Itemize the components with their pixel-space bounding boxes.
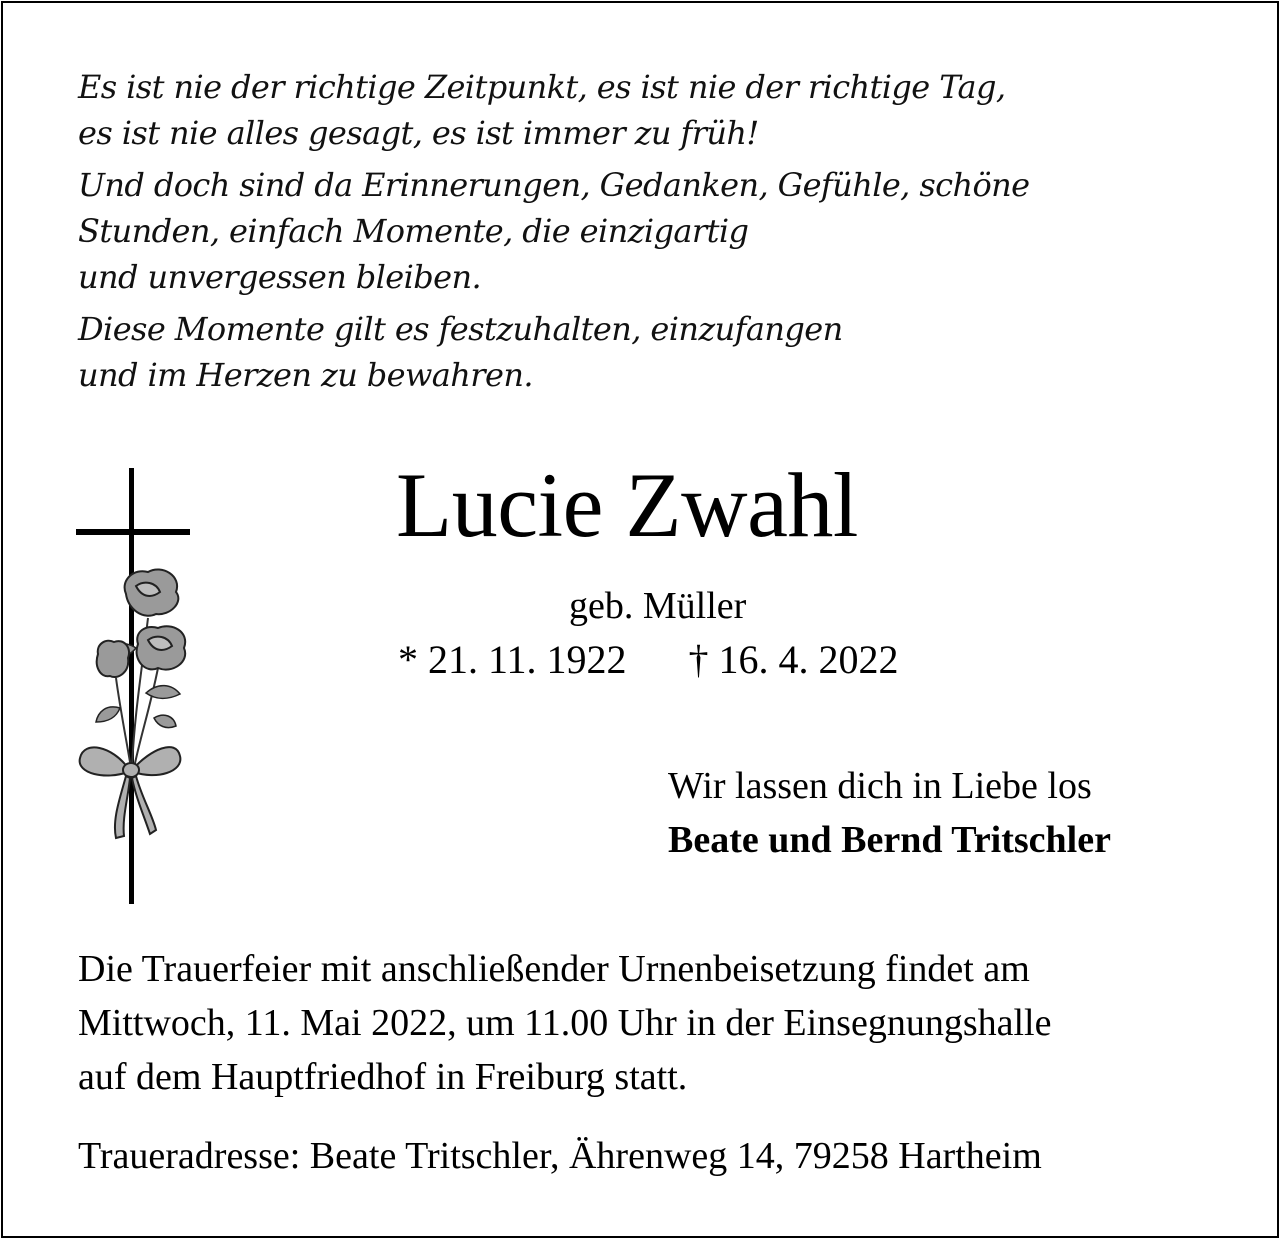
poem-line: Und doch sind da Erinnerungen, Gedanken, Gefühle, schöne bbox=[78, 166, 1030, 204]
funeral-line: Die Trauerfeier mit anschließender Urnenbeisetzung findet am bbox=[78, 948, 1030, 990]
poem-line: Es ist nie der richtige Zeitpunkt, es ist nie der richtige Tag, bbox=[78, 68, 1006, 106]
funeral-line: auf dem Hauptfriedhof in Freiburg statt. bbox=[78, 1056, 688, 1098]
poem-line: und unvergessen bleiben. bbox=[78, 258, 482, 296]
funeral-line: Mittwoch, 11. Mai 2022, um 11.00 Uhr in der Einsegnungshalle bbox=[78, 1002, 1052, 1044]
poem-line: Stunden, einfach Momente, die einzigartig bbox=[78, 212, 749, 250]
poem-stanza bbox=[78, 306, 1178, 398]
birth-date: * 21. 11. 1922 bbox=[398, 637, 627, 682]
funeral-announcement bbox=[78, 942, 1218, 1104]
maiden-name: geb. Müller bbox=[569, 585, 747, 627]
mourning-address: Traueradresse: Beate Tritschler, Ährenweg 14, 79258 Hartheim bbox=[78, 1135, 1042, 1177]
poem-line: und im Herzen zu bewahren. bbox=[78, 356, 533, 394]
poem-line: es ist nie alles gesagt, es ist immer zu früh! bbox=[78, 114, 759, 152]
mourners-names: Beate und Bernd Tritschler bbox=[668, 819, 1111, 861]
memorial-poem bbox=[78, 64, 1178, 404]
poem-stanza bbox=[78, 64, 1178, 156]
poem-stanza bbox=[78, 162, 1178, 300]
deceased-name: Lucie Zwahl bbox=[396, 454, 858, 556]
life-dates bbox=[398, 636, 899, 683]
poem-line: Diese Momente gilt es festzuhalten, einzufangen bbox=[78, 310, 843, 348]
cross-with-roses-icon bbox=[76, 468, 196, 908]
death-date: † 16. 4. 2022 bbox=[688, 637, 899, 682]
farewell-line: Wir lassen dich in Liebe los bbox=[668, 765, 1092, 807]
